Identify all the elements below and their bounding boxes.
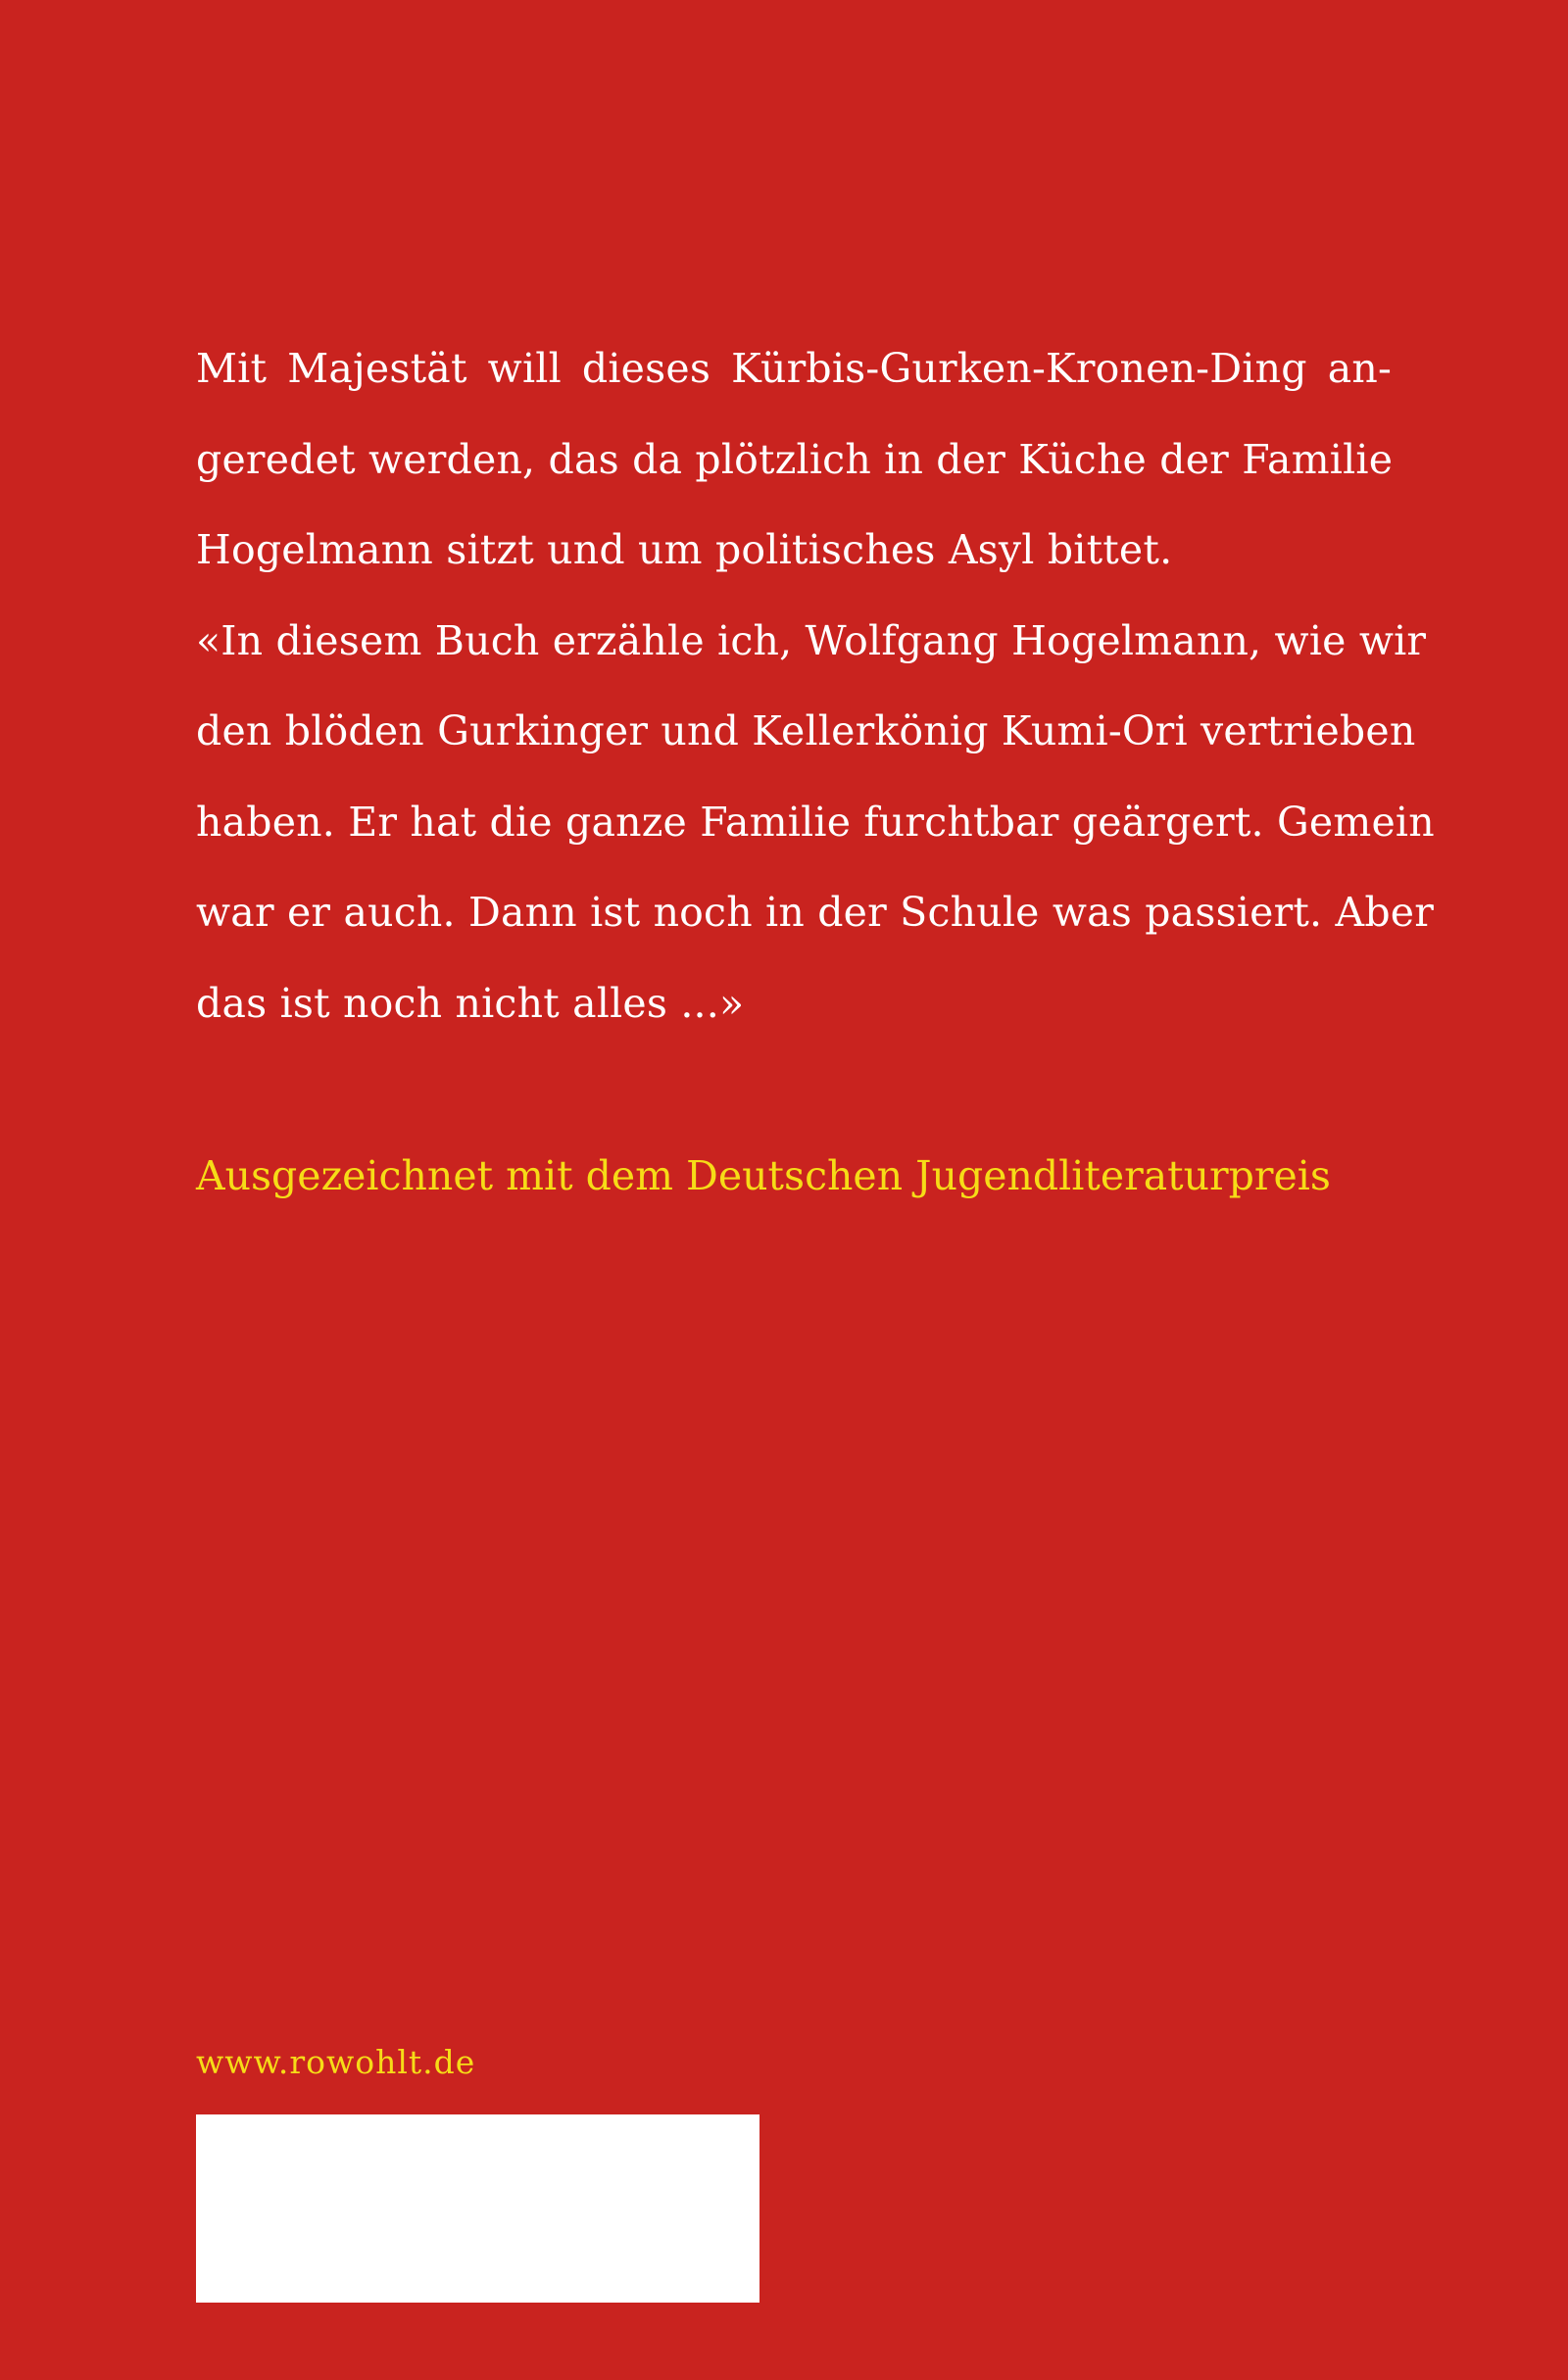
blurb-line: das ist noch nicht alles ...» xyxy=(196,979,745,1027)
publisher-website: www.rowohlt.de xyxy=(196,2043,476,2081)
blurb-text xyxy=(196,323,1435,1048)
blurb-line: «In diesem Buch erzähle ich, Wolfgang Hogelmann, wie wir xyxy=(196,616,1427,664)
blurb-line: den blöden Gurkinger und Kellerkönig Kumi-Ori vertrieben xyxy=(196,707,1416,754)
blurb-line: geredet werden, das da plötzlich in der Küche der Familie xyxy=(196,435,1394,483)
blurb-line: war er auch. Dann ist noch in der Schule was passiert. Aber xyxy=(196,889,1435,936)
blurb-paragraph-1 xyxy=(196,323,1392,596)
barcode-placeholder xyxy=(196,2114,760,2303)
blurb-paragraph-2 xyxy=(196,596,1435,1049)
blurb-line: Mit Majestät will dieses Kürbis-Gurken-Kronen-Ding an- xyxy=(196,345,1392,392)
award-line: Ausgezeichnet mit dem Deutschen Jugendliteraturpreis xyxy=(196,1152,1331,1199)
blurb-line: Hogelmann sitzt und um politisches Asyl bittet. xyxy=(196,526,1173,573)
blurb-line: haben. Er hat die ganze Familie furchtbar geärgert. Gemein xyxy=(196,798,1435,846)
